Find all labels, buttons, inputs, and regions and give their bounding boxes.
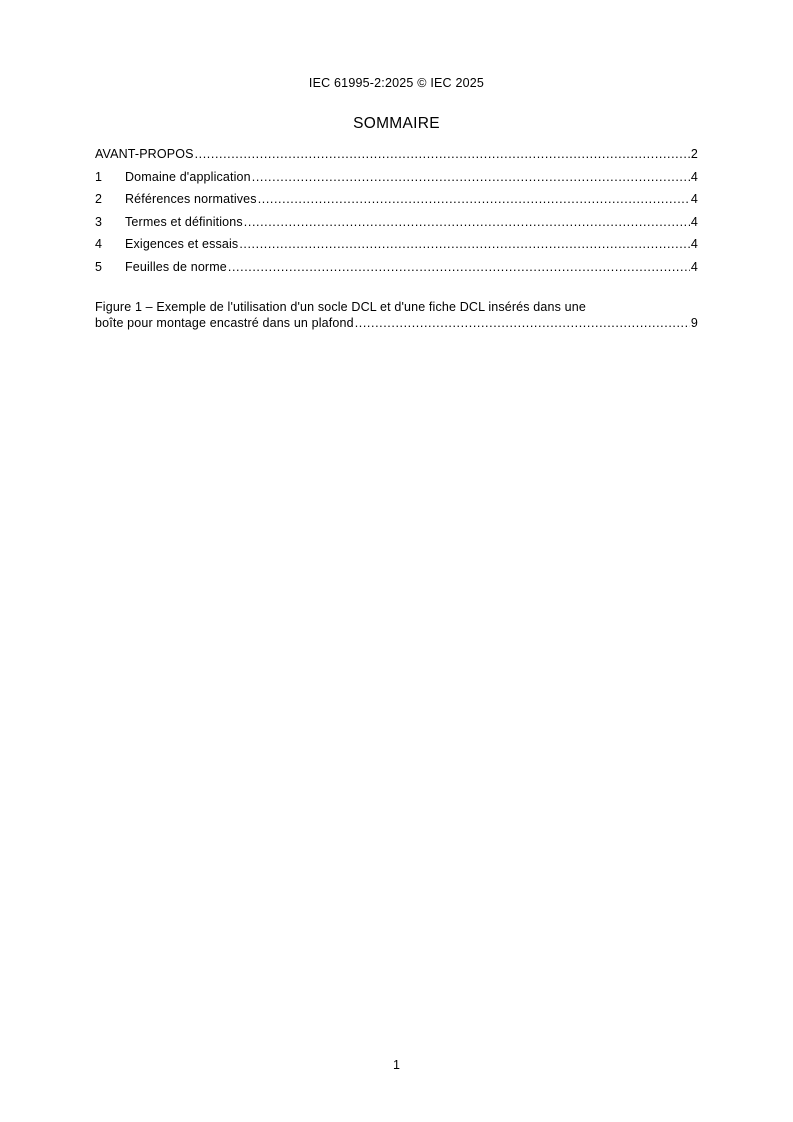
figure-entry-caption-line2-row <box>95 315 698 333</box>
toc-entry-label: AVANT-PROPOS <box>95 147 194 161</box>
figure-entry-caption-line2: boîte pour montage encastré dans un plafond <box>95 316 354 330</box>
toc-entry-number: 3 <box>95 214 103 229</box>
toc-entry-label: Termes et définitions <box>125 214 243 229</box>
toc-entry-number: 4 <box>95 237 103 251</box>
figure-entry-1[interactable] <box>95 299 698 333</box>
page-title: SOMMAIRE <box>353 115 440 132</box>
toc-entry-page: 4 <box>690 237 698 251</box>
table-of-contents <box>95 146 698 281</box>
toc-entry-number: 1 <box>95 169 103 184</box>
toc-entry-feuilles[interactable] <box>95 259 698 282</box>
toc-entry-label: Feuilles de norme <box>125 259 227 274</box>
toc-entry-number: 2 <box>95 192 103 206</box>
toc-leader-dots <box>252 169 690 185</box>
toc-leader-dots <box>228 259 690 275</box>
toc-entry-references[interactable] <box>95 191 698 214</box>
toc-entry-page: 2 <box>690 147 698 161</box>
toc-leader-dots <box>258 191 690 207</box>
toc-entry-exigences[interactable] <box>95 236 698 259</box>
toc-leader-dots <box>355 315 690 331</box>
figure-entry-page: 9 <box>690 316 698 330</box>
figure-entry-caption-line1: Figure 1 – Exemple de l'utilisation d'un socle DCL et d'une fiche DCL insérés dans une <box>95 300 586 314</box>
toc-entry-label: Références normatives <box>125 192 257 206</box>
list-of-figures <box>95 299 698 333</box>
toc-entry-page: 4 <box>690 214 698 229</box>
toc-entry-avant-propos[interactable] <box>95 146 698 169</box>
toc-entry-termes[interactable] <box>95 214 698 237</box>
toc-entry-page: 4 <box>690 169 698 184</box>
toc-leader-dots <box>195 146 690 162</box>
toc-entry-label: Domaine d'application <box>125 169 251 184</box>
toc-leader-dots <box>239 236 690 252</box>
toc-entry-number: 5 <box>95 259 103 274</box>
toc-entry-domaine[interactable] <box>95 169 698 192</box>
toc-leader-dots <box>244 214 690 230</box>
toc-entry-page: 4 <box>690 192 698 206</box>
document-reference: IEC 61995-2:2025 © IEC 2025 <box>308 76 485 90</box>
toc-entry-label: Exigences et essais <box>125 237 239 251</box>
page-number: 1 <box>393 1058 400 1072</box>
toc-entry-page: 4 <box>690 259 698 274</box>
